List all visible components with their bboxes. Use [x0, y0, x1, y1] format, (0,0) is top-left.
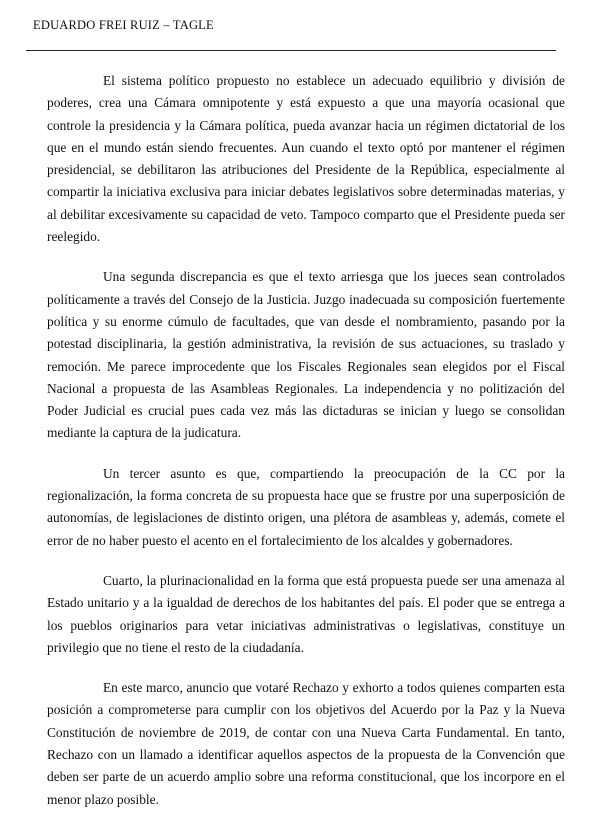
paragraph-conclusion: En este marco, anuncio que votaré Rechazo y exhorto a todos quienes comparten esta posición a comprometerse para cumplir con los objetivos del Acuerdo por la Paz y la Nueva Constitución de noviembre de 2019, de contar con una Nueva Carta Fundamental. En tanto, Rechazo con un llamado a identificar aquellos aspectos de la propuesta de la Convención que deben ser parte de un acuerdo amplio sobre una reforma constitucional, que los incorpore en el menor plazo posible.: [47, 680, 565, 807]
paragraph-regionalization: Un tercer asunto es que, compartiendo la preocupación de la CC por la regionalización, la forma concreta de su propuesta hace que se frustre por una superposición de autonomías, de legislaciones de distinto origen, una plétora de asambleas y, además, comete el error de no haber puesto el acento en el fortalecimiento de los alcaldes y gobernadores.: [47, 465, 565, 548]
paragraph-political-system: El sistema político propuesto no establece un adecuado equilibrio y división de poderes, crea una Cámara omnipotente y está expuesto a que una mayoría ocasional que controle la presidencia y la Cámara política, pueda avanzar hacia un régimen dictatorial de los que en el mundo están siendo frecuentes. Aun cuando el texto optó por mantener el régimen presidencial, se debilitaron las atribuciones del Presidente de la República, especialmente al compartir la iniciativa exclusiva para iniciar debates legislativos sobre determinadas materias, y al debilitar excesivamente su capacidad de veto. Tampoco comparto que el Presidente pueda ser reelegido.: [47, 73, 565, 245]
document-body: [47, 70, 565, 829]
header-rule: [26, 50, 556, 51]
running-header: EDUARDO FREI RUIZ – TAGLE: [33, 18, 214, 32]
paragraph-judiciary: Una segunda discrepancia es que el texto arriesga que los jueces sean controlados políticamente a través del Consejo de la Justicia. Juzgo inadecuada su composición fuertemente política y su enorme cúmulo de facultades, que van desde el nombramiento, pasando por la potestad disciplinaria, la gestión administrativa, la revisión de sus actuaciones, su traslado y remoción. Me parece improcedente que los Fiscales Regionales sean elegidos por el Fiscal Nacional a propuesta de las Asambleas Regionales. La independencia y no politización del Poder Judicial es crucial pues cada vez más las dictaduras se inician y luego se consolidan mediante la captura de la judicatura.: [47, 269, 565, 441]
paragraph-plurinationality: Cuarto, la plurinacionalidad en la forma que está propuesta puede ser una amenaza al Estado unitario y a la igualdad de derechos de los habitantes del país. El poder que se entrega a los pueblos originarios para vetar iniciativas administrativas o legislativas, constituye un privilegio que no tiene el resto de la ciudadanía.: [47, 572, 565, 655]
